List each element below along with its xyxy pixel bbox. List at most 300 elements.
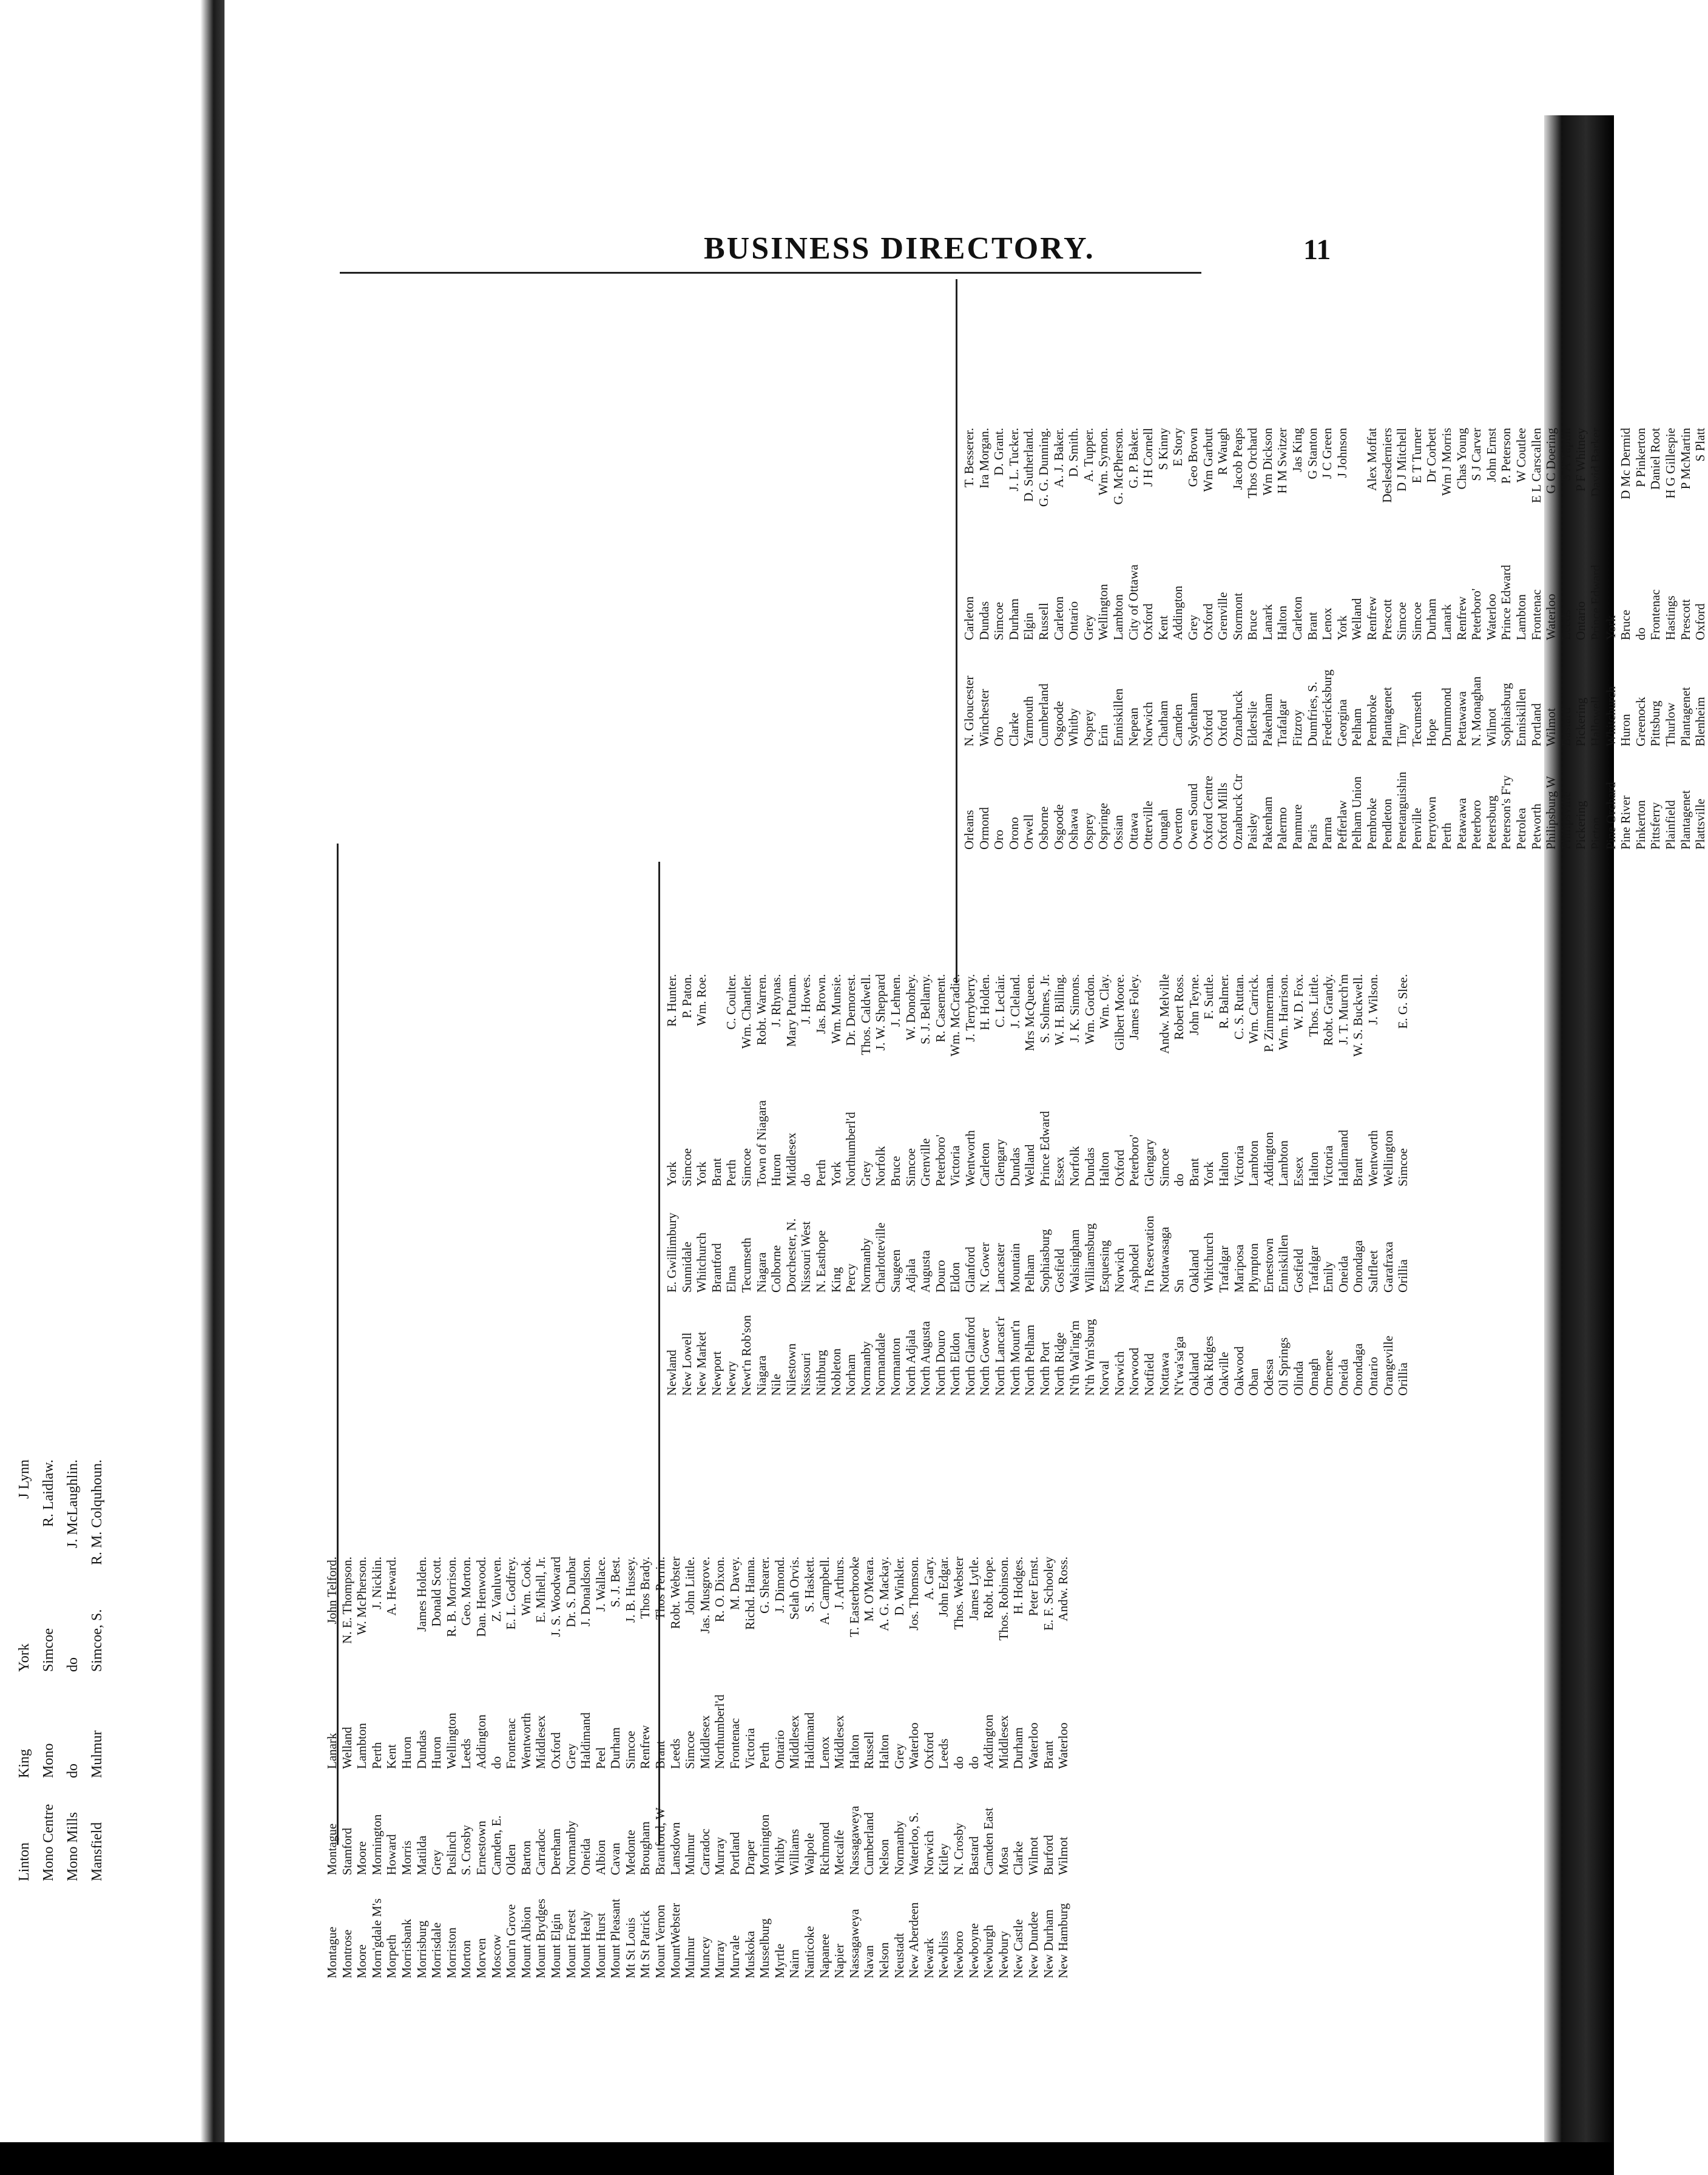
township-name: Enniskillen: [1513, 688, 1528, 746]
county-name: Waterloo: [1056, 1722, 1071, 1769]
county-name: Waterloo: [1484, 594, 1499, 640]
township-name: Blenheim: [1693, 697, 1708, 746]
directory-entry: [1026, 1557, 1041, 1978]
postmaster-name: Jas. Musgrove.: [697, 1557, 712, 1634]
directory-entry: [847, 1557, 862, 1978]
postmaster-name: J. Lehnen.: [888, 974, 903, 1027]
postmaster-name: H. Holden.: [977, 974, 993, 1030]
directory-entry: [1022, 974, 1038, 1396]
county-name: Prince Edward: [1588, 564, 1603, 640]
township-name: Whitchurch: [1603, 686, 1618, 746]
place-name: N't'wa'sa'ga: [1172, 1336, 1187, 1396]
county-name: Lambton: [1246, 1140, 1261, 1186]
place-name: Otterville: [1141, 800, 1156, 850]
postmaster-name: A. Tupper.: [1081, 428, 1096, 482]
county-name: Victoria: [1231, 1145, 1246, 1186]
directory-entry: [1021, 428, 1036, 850]
county-name: Northumberl'd: [843, 1112, 859, 1186]
township-name: Fredericksburg: [1320, 669, 1335, 746]
township-name: Cavan: [608, 1842, 623, 1875]
township-name: Williams: [787, 1828, 802, 1875]
county-name: Halton: [846, 1734, 862, 1769]
place-name: Murray: [712, 1940, 727, 1978]
directory-entry: [1201, 428, 1216, 850]
directory-column-1: [325, 1557, 1071, 1978]
place-name: Navan: [862, 1945, 877, 1978]
county-name: Renfrew: [1365, 596, 1380, 640]
directory-entry: [1663, 428, 1678, 850]
township-name: Dereham: [548, 1828, 563, 1875]
postmaster-name: J. McLaughlin.: [65, 1460, 81, 1548]
postmaster-name: N. E. Thompson.: [339, 1557, 354, 1644]
gutter-shadow: [200, 0, 224, 2175]
county-name: Northumberl'd: [712, 1694, 727, 1769]
place-name: Murvale: [727, 1935, 743, 1978]
county-name: Hastings: [1662, 595, 1678, 640]
directory-entry: [798, 974, 814, 1396]
place-name: North Mount'n: [1007, 1320, 1022, 1396]
directory-entry: [1246, 974, 1261, 1396]
postmaster-name: Wm. Symon.: [1096, 428, 1111, 496]
previous-page-strip: [0, 0, 215, 2175]
place-name: Newland: [664, 1350, 679, 1396]
county-name: Oxford: [921, 1732, 936, 1769]
place-name: New Hamburg: [1056, 1903, 1071, 1978]
postmaster-name: Donald Scott.: [429, 1557, 444, 1627]
township-name: Murray: [712, 1837, 727, 1875]
postmaster-name: E. G. Slee.: [1396, 974, 1411, 1029]
directory-entry: [683, 1557, 698, 1978]
postmaster-name: Thos. Webster: [951, 1557, 966, 1630]
directory-entry: [593, 1557, 609, 1978]
place-name: Nelson: [876, 1942, 891, 1978]
postmaster-name: John Teyne.: [1186, 974, 1201, 1035]
postmaster-name: R. Casement.: [933, 974, 948, 1043]
county-name: Glengary: [1142, 1138, 1156, 1186]
township-name: Waterloo, S.: [906, 1812, 922, 1875]
county-name: Lenox: [817, 1736, 832, 1769]
township-name: Trafalgar: [1275, 699, 1290, 746]
place-name: Osgoode: [1051, 804, 1066, 850]
postmaster-name: [1604, 428, 1619, 555]
postmaster-name: Jacob Peaps: [1230, 428, 1245, 490]
township-name: Nottawasaga: [1156, 1226, 1172, 1293]
county-name: Frontenac: [727, 1718, 743, 1769]
township-name: Garafraxa: [1380, 1242, 1396, 1293]
directory-entry: [1056, 1557, 1071, 1978]
postmaster-name: Daniel Root: [1648, 428, 1663, 490]
place-name: Oshawa: [1066, 808, 1081, 850]
place-name: Omemee: [1321, 1350, 1336, 1396]
county-name: Halton: [1097, 1151, 1112, 1186]
place-name: Napier: [832, 1943, 847, 1978]
township-name: Grey: [429, 1850, 444, 1875]
place-name: Petawawa: [1454, 797, 1469, 850]
township-name: N. Crosby: [951, 1822, 966, 1875]
township-name: Normanby: [891, 1821, 906, 1875]
county-name: Halton: [876, 1734, 891, 1769]
directory-entry: [1052, 974, 1067, 1396]
county-name: do: [798, 1174, 814, 1186]
county-name: Grey: [891, 1744, 906, 1769]
postmaster-name: J. Dimond.: [772, 1557, 787, 1613]
county-name: Wentworth: [1365, 1130, 1380, 1186]
directory-entry: [1499, 428, 1514, 850]
county-name: Renfrew: [638, 1725, 653, 1769]
county-name: Simcoe: [41, 1628, 56, 1672]
place-name: Osborne: [1036, 806, 1051, 850]
postmaster-name: J. S. Woodward: [548, 1557, 563, 1637]
place-name: Pembroke: [1365, 797, 1380, 850]
county-name: Russell: [1036, 603, 1051, 640]
county-name: Grey: [563, 1744, 578, 1769]
place-name: New Aberdeen: [906, 1902, 922, 1978]
township-name: Saugeen: [888, 1249, 903, 1293]
county-name: Brant: [1041, 1740, 1056, 1769]
place-name: Palermo: [1275, 807, 1290, 850]
county-name: do: [1172, 1174, 1187, 1186]
county-name: Brant: [653, 1740, 668, 1769]
postmaster-name: S. J. Bellamy.: [918, 974, 933, 1044]
postmaster-name: Richd. Hanna.: [742, 1557, 757, 1630]
county-name: Brant: [1305, 612, 1320, 640]
directory-entry: [873, 974, 888, 1396]
county-name: Wentworth: [962, 1130, 977, 1186]
postmaster-name: Thos. Caldwell.: [858, 974, 873, 1055]
place-name: Orono: [1006, 817, 1021, 850]
place-name: Nassagaweya: [846, 1909, 862, 1978]
postmaster-name: Wm. Gordon.: [1082, 974, 1097, 1045]
county-name: Waterloo: [906, 1722, 922, 1769]
postmaster-name: A. Gary.: [921, 1557, 936, 1600]
place-name: Petworth: [1528, 803, 1544, 850]
directory-entry: [993, 974, 1008, 1396]
county-name: Brant: [1351, 1158, 1366, 1186]
township-name: Montague: [325, 1823, 339, 1875]
directory-entry: [918, 974, 933, 1396]
previous-page-entries: [12, 1460, 109, 1881]
postmaster-name: W. D. Fox.: [1291, 974, 1306, 1030]
place-name: Orangeville: [1380, 1335, 1396, 1396]
directory-entry: [981, 1557, 996, 1978]
township-name: Metcalfe: [832, 1830, 847, 1875]
directory-entry: [1170, 428, 1186, 850]
place-name: Newry: [724, 1361, 739, 1396]
township-name: Mariposa: [1231, 1244, 1246, 1293]
place-name: Mansfield: [89, 1822, 105, 1881]
township-name: I'n Reservation: [1142, 1216, 1156, 1293]
postmaster-name: F. Suttle.: [1201, 974, 1217, 1020]
county-name: York: [16, 1643, 32, 1672]
postmaster-name: Mary Putnam.: [783, 974, 798, 1047]
postmaster-name: John Edgar.: [936, 1557, 951, 1617]
directory-column-4: [962, 428, 1708, 850]
directory-entry: [1081, 428, 1096, 850]
township-name: Camden East: [981, 1807, 996, 1875]
county-name: Prescott: [1379, 599, 1394, 640]
postmaster-name: M. Davey.: [727, 1557, 743, 1610]
county-name: Bruce: [888, 1155, 903, 1186]
postmaster-name: J. Rhynas.: [769, 974, 784, 1027]
place-name: Linton: [16, 1842, 32, 1881]
township-name: Mulmur: [89, 1730, 105, 1778]
directory-entry: [859, 974, 874, 1396]
directory-entry: [549, 1557, 564, 1978]
directory-entry: [664, 974, 680, 1396]
county-name: do: [488, 1756, 504, 1769]
postmaster-name: J C Green: [1320, 428, 1335, 479]
township-name: Plantagenet: [1678, 687, 1693, 746]
place-name: Overton: [1170, 808, 1186, 850]
directory-entry: [1097, 974, 1112, 1396]
township-name: Kitley: [936, 1843, 951, 1875]
place-name: Normanby: [858, 1341, 873, 1396]
township-name: Richmond: [817, 1822, 832, 1875]
postmaster-name: Peter Ernst.: [1025, 1557, 1041, 1616]
place-name: Nairn: [787, 1949, 802, 1978]
directory-entry: [1276, 974, 1291, 1396]
postmaster-name: W. H. Billing.: [1052, 974, 1067, 1046]
place-name: Nithburg: [813, 1350, 828, 1396]
directory-entry: [1349, 428, 1365, 850]
directory-entry: [1678, 428, 1693, 850]
directory-entry: [370, 1557, 385, 1978]
county-name: Halton: [1306, 1151, 1321, 1186]
county-name: Frontenac: [1528, 589, 1544, 640]
place-name: Pefferlaw: [1334, 800, 1349, 850]
township-name: Bastard: [1558, 707, 1573, 746]
postmaster-name: E Story: [1170, 428, 1186, 467]
county-name: Essex: [1291, 1157, 1306, 1186]
county-name: Lambton: [1110, 594, 1126, 640]
postmaster-name: P. Zimmerman.: [1261, 974, 1276, 1052]
county-name: Simcoe: [991, 602, 1007, 640]
postmaster-name: Wm J Morris: [1439, 428, 1454, 496]
postmaster-name: Robt. Warren.: [754, 974, 769, 1046]
place-name: Pine Orchard: [1603, 782, 1618, 850]
directory-entry: [1157, 974, 1172, 1396]
township-name: Dorchester, N.: [783, 1218, 798, 1293]
township-name: Orillia: [1396, 1259, 1411, 1293]
postmaster-name: W Coutlee: [1513, 428, 1528, 483]
directory-entry: [1409, 428, 1425, 850]
place-name: Oban: [1246, 1368, 1261, 1396]
place-name: Mono Centre: [41, 1804, 56, 1881]
county-name: Middlesex: [783, 1132, 798, 1186]
county-name: Carleton: [1051, 596, 1066, 640]
place-name: Petersburg: [1484, 795, 1499, 850]
directory-entry: [1172, 974, 1187, 1396]
township-name: Oneida: [1335, 1256, 1351, 1293]
postmaster-name: A. J. Baker.: [1051, 428, 1066, 488]
township-name: Olden: [504, 1844, 519, 1875]
directory-entry: [951, 1557, 967, 1978]
township-name: Percy: [843, 1263, 859, 1293]
county-name: do: [1633, 627, 1648, 640]
postmaster-name: James Foley.: [1127, 974, 1142, 1040]
place-name: Mount Albion: [518, 1906, 533, 1978]
county-name: Bruce: [1618, 609, 1633, 640]
county-name: Welland: [1349, 598, 1365, 640]
township-name: Brantford: [709, 1243, 724, 1293]
place-name: Oneida: [1335, 1359, 1351, 1396]
directory-entry: [354, 1557, 370, 1978]
directory-entry: [743, 1557, 758, 1978]
directory-entry: [1082, 974, 1098, 1396]
county-name: Leeds: [667, 1738, 683, 1769]
township-name: Hope: [1424, 719, 1439, 746]
previous-page-entry: [61, 1460, 85, 1881]
postmaster-name: S. Solmes, Jr.: [1037, 974, 1052, 1043]
postmaster-name: Wm Garbutt: [1200, 428, 1215, 492]
county-name: Victoria: [1321, 1145, 1336, 1186]
place-name: Oznabruck Ctr: [1230, 774, 1245, 850]
township-name: Barton: [518, 1840, 533, 1875]
postmaster-name: A. G. Mackay.: [876, 1557, 891, 1631]
county-name: Dundas: [414, 1730, 429, 1769]
township-name: Charlotteville: [873, 1222, 888, 1293]
township-name: Matilda: [414, 1835, 429, 1875]
directory-entry: [1275, 428, 1290, 850]
county-name: Ontario: [1573, 601, 1588, 640]
directory-entry: [712, 1557, 727, 1978]
township-name: Brougham: [638, 1821, 653, 1875]
place-name: Morton: [459, 1940, 474, 1978]
place-name: North Adjala: [903, 1329, 918, 1396]
directory-entry: [1618, 428, 1633, 850]
county-name: Essex: [1052, 1157, 1067, 1186]
county-name: York: [828, 1161, 843, 1186]
directory-entry: [1007, 428, 1022, 850]
place-name: Oxford Mills: [1215, 782, 1230, 850]
directory-entry: [399, 1557, 414, 1978]
township-name: Erin: [1096, 724, 1111, 746]
postmaster-name: Deslesderniers: [1379, 428, 1394, 503]
place-name: Oxford Centre: [1200, 776, 1215, 850]
directory-entry: [754, 974, 769, 1396]
county-name: Simcoe: [1409, 602, 1424, 640]
postmaster-name: E. F. Schooley: [1041, 1557, 1056, 1631]
postmaster-name: A. Campbell.: [817, 1557, 832, 1625]
county-name: Simcoe: [623, 1731, 638, 1769]
place-name: Plainfield: [1662, 800, 1678, 850]
directory-entry: [1529, 428, 1544, 850]
township-name: Dumfries, S.: [1305, 682, 1320, 746]
township-name: Sunnidale: [679, 1242, 694, 1293]
place-name: Morriston: [444, 1927, 459, 1978]
place-name: Nissouri: [798, 1352, 814, 1396]
township-name: Mornington: [757, 1814, 772, 1875]
township-name: Camden, E.: [488, 1815, 504, 1875]
directory-entry: [1051, 428, 1067, 850]
postmaster-name: R. O. Dixon.: [712, 1557, 727, 1622]
township-name: Oro: [991, 726, 1007, 746]
postmaster-name: John Ernst: [1484, 428, 1499, 482]
county-name: Waterloo: [1544, 594, 1559, 640]
township-name: Whitchurch: [694, 1232, 709, 1293]
postmaster-name: P McMartin: [1678, 428, 1693, 490]
county-name: Grey: [858, 1161, 873, 1186]
township-name: Wilmot: [1544, 708, 1559, 746]
directory-entry: [444, 1557, 459, 1978]
place-name: Mount Healy: [578, 1910, 593, 1978]
place-name: Nile: [769, 1373, 784, 1396]
county-name: Haldimand: [802, 1712, 817, 1769]
township-name: Pelham: [1022, 1254, 1038, 1293]
scan-bottom-border: [0, 2142, 1614, 2175]
postmaster-name: A. Heward.: [384, 1557, 399, 1616]
directory-entry: [977, 974, 993, 1396]
directory-entry: [892, 1557, 907, 1978]
postmaster-name: Robt. Hope.: [981, 1557, 996, 1619]
county-name: Perth: [757, 1742, 772, 1769]
township-name: Wilmot: [1025, 1836, 1041, 1875]
township-name: Trafalgar: [1306, 1245, 1321, 1293]
county-name: Haldimand: [578, 1712, 593, 1769]
postmaster-name: Thos Orchard: [1245, 428, 1260, 499]
place-name: Mount Elgin: [548, 1913, 563, 1978]
place-name: Morrisburg: [414, 1920, 429, 1978]
township-name: Lansdown: [667, 1822, 683, 1875]
directory-entry: [962, 428, 977, 850]
township-name: Enniskillen: [1110, 688, 1126, 746]
county-name: Dundas: [1082, 1147, 1097, 1186]
place-name: Philipsville: [1558, 791, 1573, 850]
place-name: Oak Ridges: [1201, 1336, 1217, 1396]
directory-entry: [1127, 974, 1142, 1396]
column-divider-3: [956, 279, 957, 983]
township-name: Normanby: [563, 1821, 578, 1875]
directory-entry: [504, 1557, 519, 1978]
place-name: Mount Hurst: [593, 1913, 608, 1978]
postmaster-name: G. G. Dunning.: [1036, 428, 1051, 507]
place-name: Peterboro: [1469, 800, 1484, 850]
place-name: Perth: [1439, 822, 1454, 850]
postmaster-name: P. Paton.: [679, 974, 694, 1018]
place-name: MountWebster: [667, 1903, 683, 1978]
directory-entry: [1291, 974, 1306, 1396]
county-name: Addington: [1261, 1132, 1276, 1186]
township-name: Oznabruck: [1230, 690, 1245, 746]
previous-page-entry: [12, 1460, 36, 1881]
county-name: Oxford: [1200, 603, 1215, 640]
postmaster-name: Mrs McQueen.: [1022, 974, 1038, 1052]
county-name: Dundas: [976, 601, 991, 640]
township-name: Trafalgar: [1216, 1245, 1231, 1293]
place-name: Nanticoke: [802, 1926, 817, 1978]
county-name: Perth: [724, 1159, 739, 1186]
directory-entry: [1008, 974, 1023, 1396]
county-name: Brant: [709, 1158, 724, 1186]
postmaster-name: Robt. Grandy.: [1321, 974, 1336, 1046]
postmaster-name: J Lynn: [16, 1460, 32, 1499]
county-name: Welland: [339, 1727, 354, 1769]
postmaster-name: H. Hodges.: [1011, 1557, 1026, 1615]
place-name: Newboro: [951, 1930, 966, 1978]
county-name: Middlesex: [697, 1715, 712, 1769]
postmaster-name: J. T. Murch'm: [1335, 974, 1351, 1045]
directory-entry: [1156, 428, 1171, 850]
county-name: do: [951, 1756, 966, 1769]
place-name: Niagara: [754, 1355, 769, 1396]
county-name: Victoria: [948, 1145, 963, 1186]
place-name: Nobleton: [828, 1348, 843, 1396]
postmaster-name: J H Cornell: [1141, 428, 1156, 487]
township-name: Mountain: [1007, 1243, 1022, 1293]
township-name: Yarmouth: [1021, 695, 1036, 746]
directory-entry: [1365, 428, 1380, 850]
township-name: King: [828, 1267, 843, 1293]
